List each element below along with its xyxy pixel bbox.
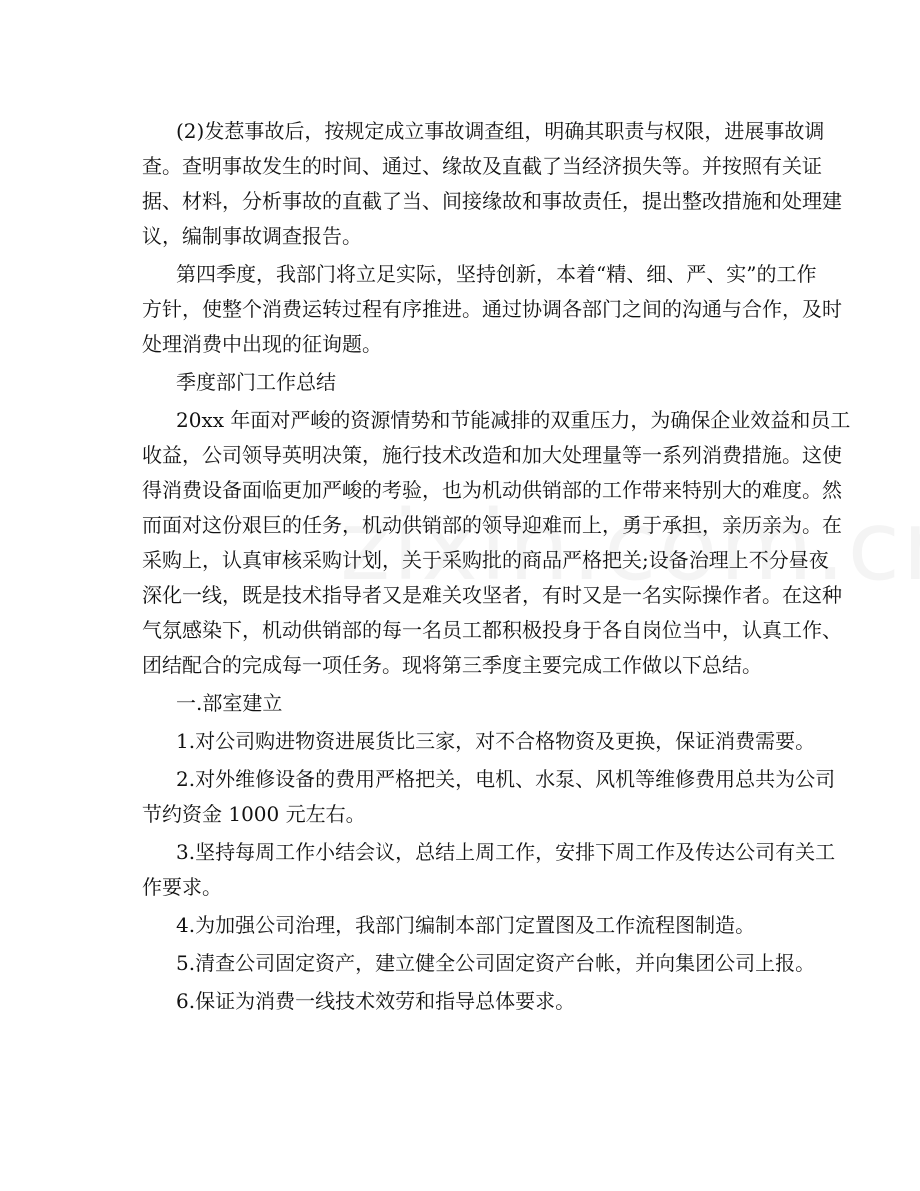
text-line: 深化一线，既是技术指导者又是难关攻坚者，有时又是一名实际操作者。在这种	[142, 583, 842, 607]
text-line: 3.坚持每周工作小结会议，总结上周工作，安排下周工作及传达公司有关工	[176, 840, 836, 864]
text-line: 第四季度，我部门将立足实际，坚持创新，本着“精、细、严、实”的工作	[176, 262, 817, 286]
text-line: 季度部门工作总结	[176, 370, 336, 394]
text-line: 据、材料，分析事故的直截了当、间接缘故和事故责任，提出整改措施和处理建	[142, 189, 842, 213]
text-line: 20xx 年面对严峻的资源情势和节能减排的双重压力，为确保企业效益和员工	[176, 408, 851, 432]
list-item-4	[142, 908, 778, 943]
list-item-6	[142, 984, 778, 1019]
text-line: 议，编制事故调查报告。	[142, 224, 362, 248]
list-item-2	[142, 762, 836, 832]
paragraph-summary-intro	[142, 403, 851, 683]
list-item-3	[142, 835, 836, 905]
text-line: 方针，使整个消费运转过程有序推进。通过协调各部门之间的沟通与合作，及时	[142, 297, 842, 321]
text-line: 2.对外维修设备的费用严格把关，电机、水泵、风机等维修费用总共为公司	[176, 767, 836, 791]
paragraph-accident-investigation	[142, 114, 842, 254]
text-line: 团结配合的完成每一项任务。现将第三季度主要完成工作做以下总结。	[142, 653, 762, 677]
text-line: 4.为加强公司治理，我部门编制本部门定置图及工作流程图制造。	[176, 913, 756, 937]
text-line: 收益，公司领导英明决策，施行技术改造和加大处理量等一系列消费措施。这使	[142, 443, 842, 467]
paragraph-fourth-quarter	[142, 257, 842, 362]
text-line: 作要求。	[142, 875, 222, 899]
text-line: 气氛感染下，机动供销部的每一名员工都积极投身于各自岗位当中，认真工作、	[142, 618, 842, 642]
list-item-5	[142, 946, 816, 981]
text-line: 6.保证为消费一线技术效劳和指导总体要求。	[176, 989, 576, 1013]
section-heading-quarterly-summary	[142, 365, 778, 400]
list-item-1	[142, 724, 816, 759]
text-line: 1.对公司购进物资进展货比三家，对不合格物资及更换，保证消费需要。	[176, 729, 816, 753]
text-line: (2)发惹事故后，按规定成立事故调查组，明确其职责与权限，进展事故调	[176, 119, 825, 143]
document-body	[142, 114, 851, 1022]
text-line: 5.清查公司固定资产，建立健全公司固定资产台帐，并向集团公司上报。	[176, 951, 816, 975]
text-line: 一.部室建立	[176, 691, 283, 715]
text-line: 处理消费中出现的征询题。	[142, 332, 382, 356]
section-heading-department-building	[142, 686, 778, 721]
text-line: 而面对这份艰巨的任务，机动供销部的领导迎难而上，勇于承担，亲历亲为。在	[142, 513, 842, 537]
text-line: 节约资金 1000 元左右。	[142, 802, 366, 826]
text-line: 采购上，认真审核采购计划，关于采购批的商品严格把关;设备治理上不分昼夜	[142, 548, 829, 572]
text-line: 查。查明事故发生的时间、通过、缘故及直截了当经济损失等。并按照有关证	[142, 154, 822, 178]
text-line: 得消费设备面临更加严峻的考验，也为机动供销部的工作带来特别大的难度。然	[142, 478, 842, 502]
